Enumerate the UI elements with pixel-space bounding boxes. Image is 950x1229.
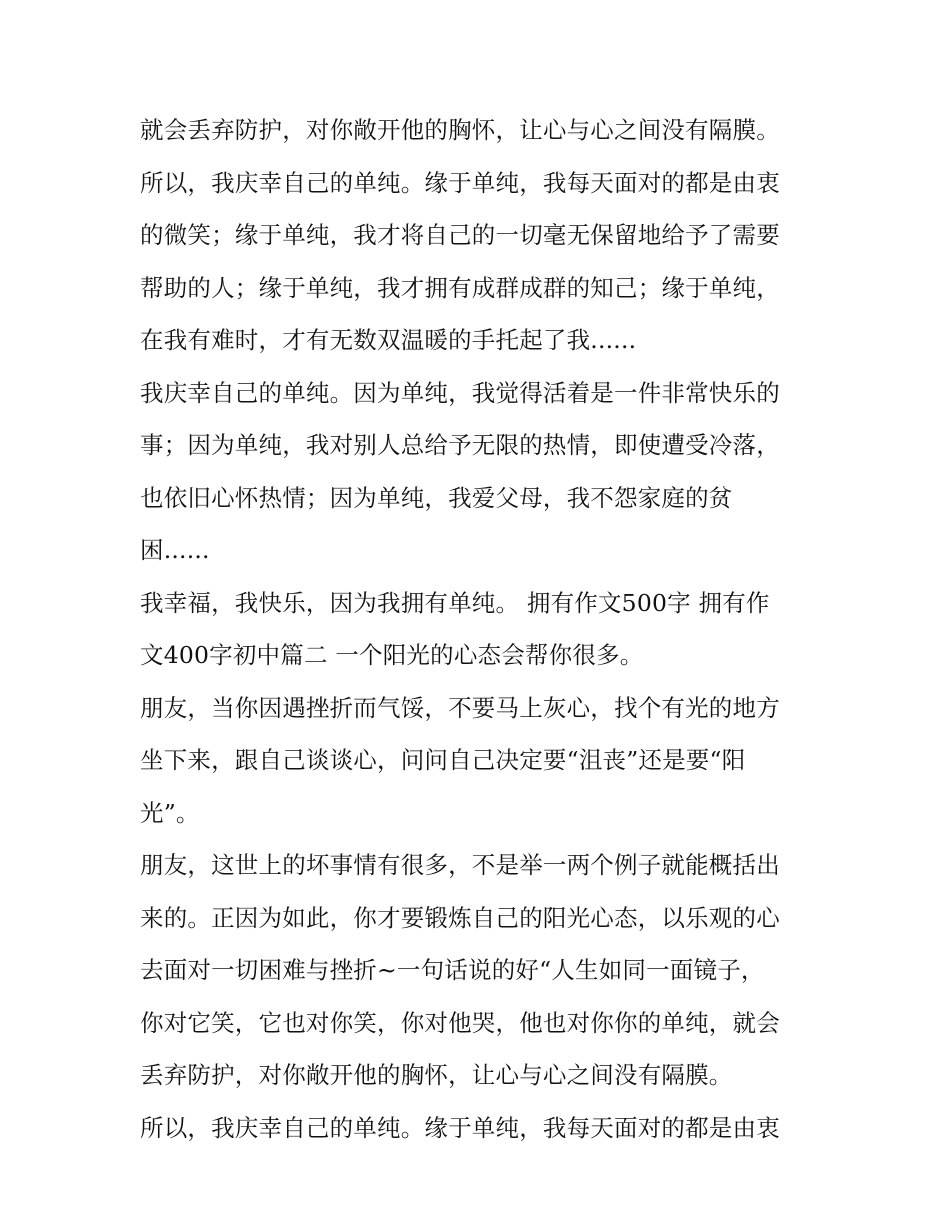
text-line: 去面对一切困难与挫折~一句话说的好“人生如同一面镜子，: [140, 956, 765, 984]
text-line: 丢弃防护，对你敞开他的胸怀，让心与心之间没有隔膜。: [140, 1061, 733, 1089]
text-line: 困......: [140, 536, 210, 564]
text-line: 朋友，这世上的坏事情有很多，不是举一两个例子就能概括出: [140, 851, 780, 879]
text-line: 我幸福，我快乐，因为我拥有单纯。 拥有作文500字 拥有作: [140, 588, 770, 617]
text-line: 所以，我庆幸自己的单纯。缘于单纯，我每天面对的都是由衷: [140, 1113, 780, 1142]
text-line: 坐下来，跟自己谈谈心，问问自己决定要“沮丧”还是要“阳: [140, 746, 746, 774]
text-line: 文400字初中篇二 一个阳光的心态会帮你很多。: [140, 641, 644, 669]
text-line: 我庆幸自己的单纯。因为单纯，我觉得活着是一件非常快乐的: [140, 378, 780, 407]
text-line: 的微笑；缘于单纯，我才将自己的一切毫无保留地给予了需要: [140, 221, 780, 249]
text-line: 光”。: [140, 798, 200, 827]
text-line: 你对它笑，它也对你笑，你对他哭，他也对你你的单纯，就会: [140, 1008, 780, 1037]
text-line: 帮助的人；缘于单纯，我才拥有成群成群的知己；缘于单纯，: [140, 273, 780, 302]
text-line: 也依旧心怀热情；因为单纯，我爱父母，我不怨家庭的贫: [140, 483, 733, 512]
text-line: 就会丢弃防护，对你敞开他的胸怀，让心与心之间没有隔膜。: [140, 116, 780, 144]
document-page: [140, 104, 830, 1154]
text-line: 朋友，当你因遇挫折而气馁，不要马上灰心，找个有光的地方: [140, 693, 780, 722]
text-line: 所以，我庆幸自己的单纯。缘于单纯，我每天面对的都是由衷: [140, 168, 780, 197]
text-line: 来的。正因为如此，你才要锻炼自己的阳光心态，以乐观的心: [140, 903, 780, 932]
text-line: 在我有难时，才有无数双温暖的手托起了我......: [140, 326, 637, 354]
text-line: 事；因为单纯，我对别人总给予无限的热情，即使遭受冷落，: [140, 431, 780, 459]
